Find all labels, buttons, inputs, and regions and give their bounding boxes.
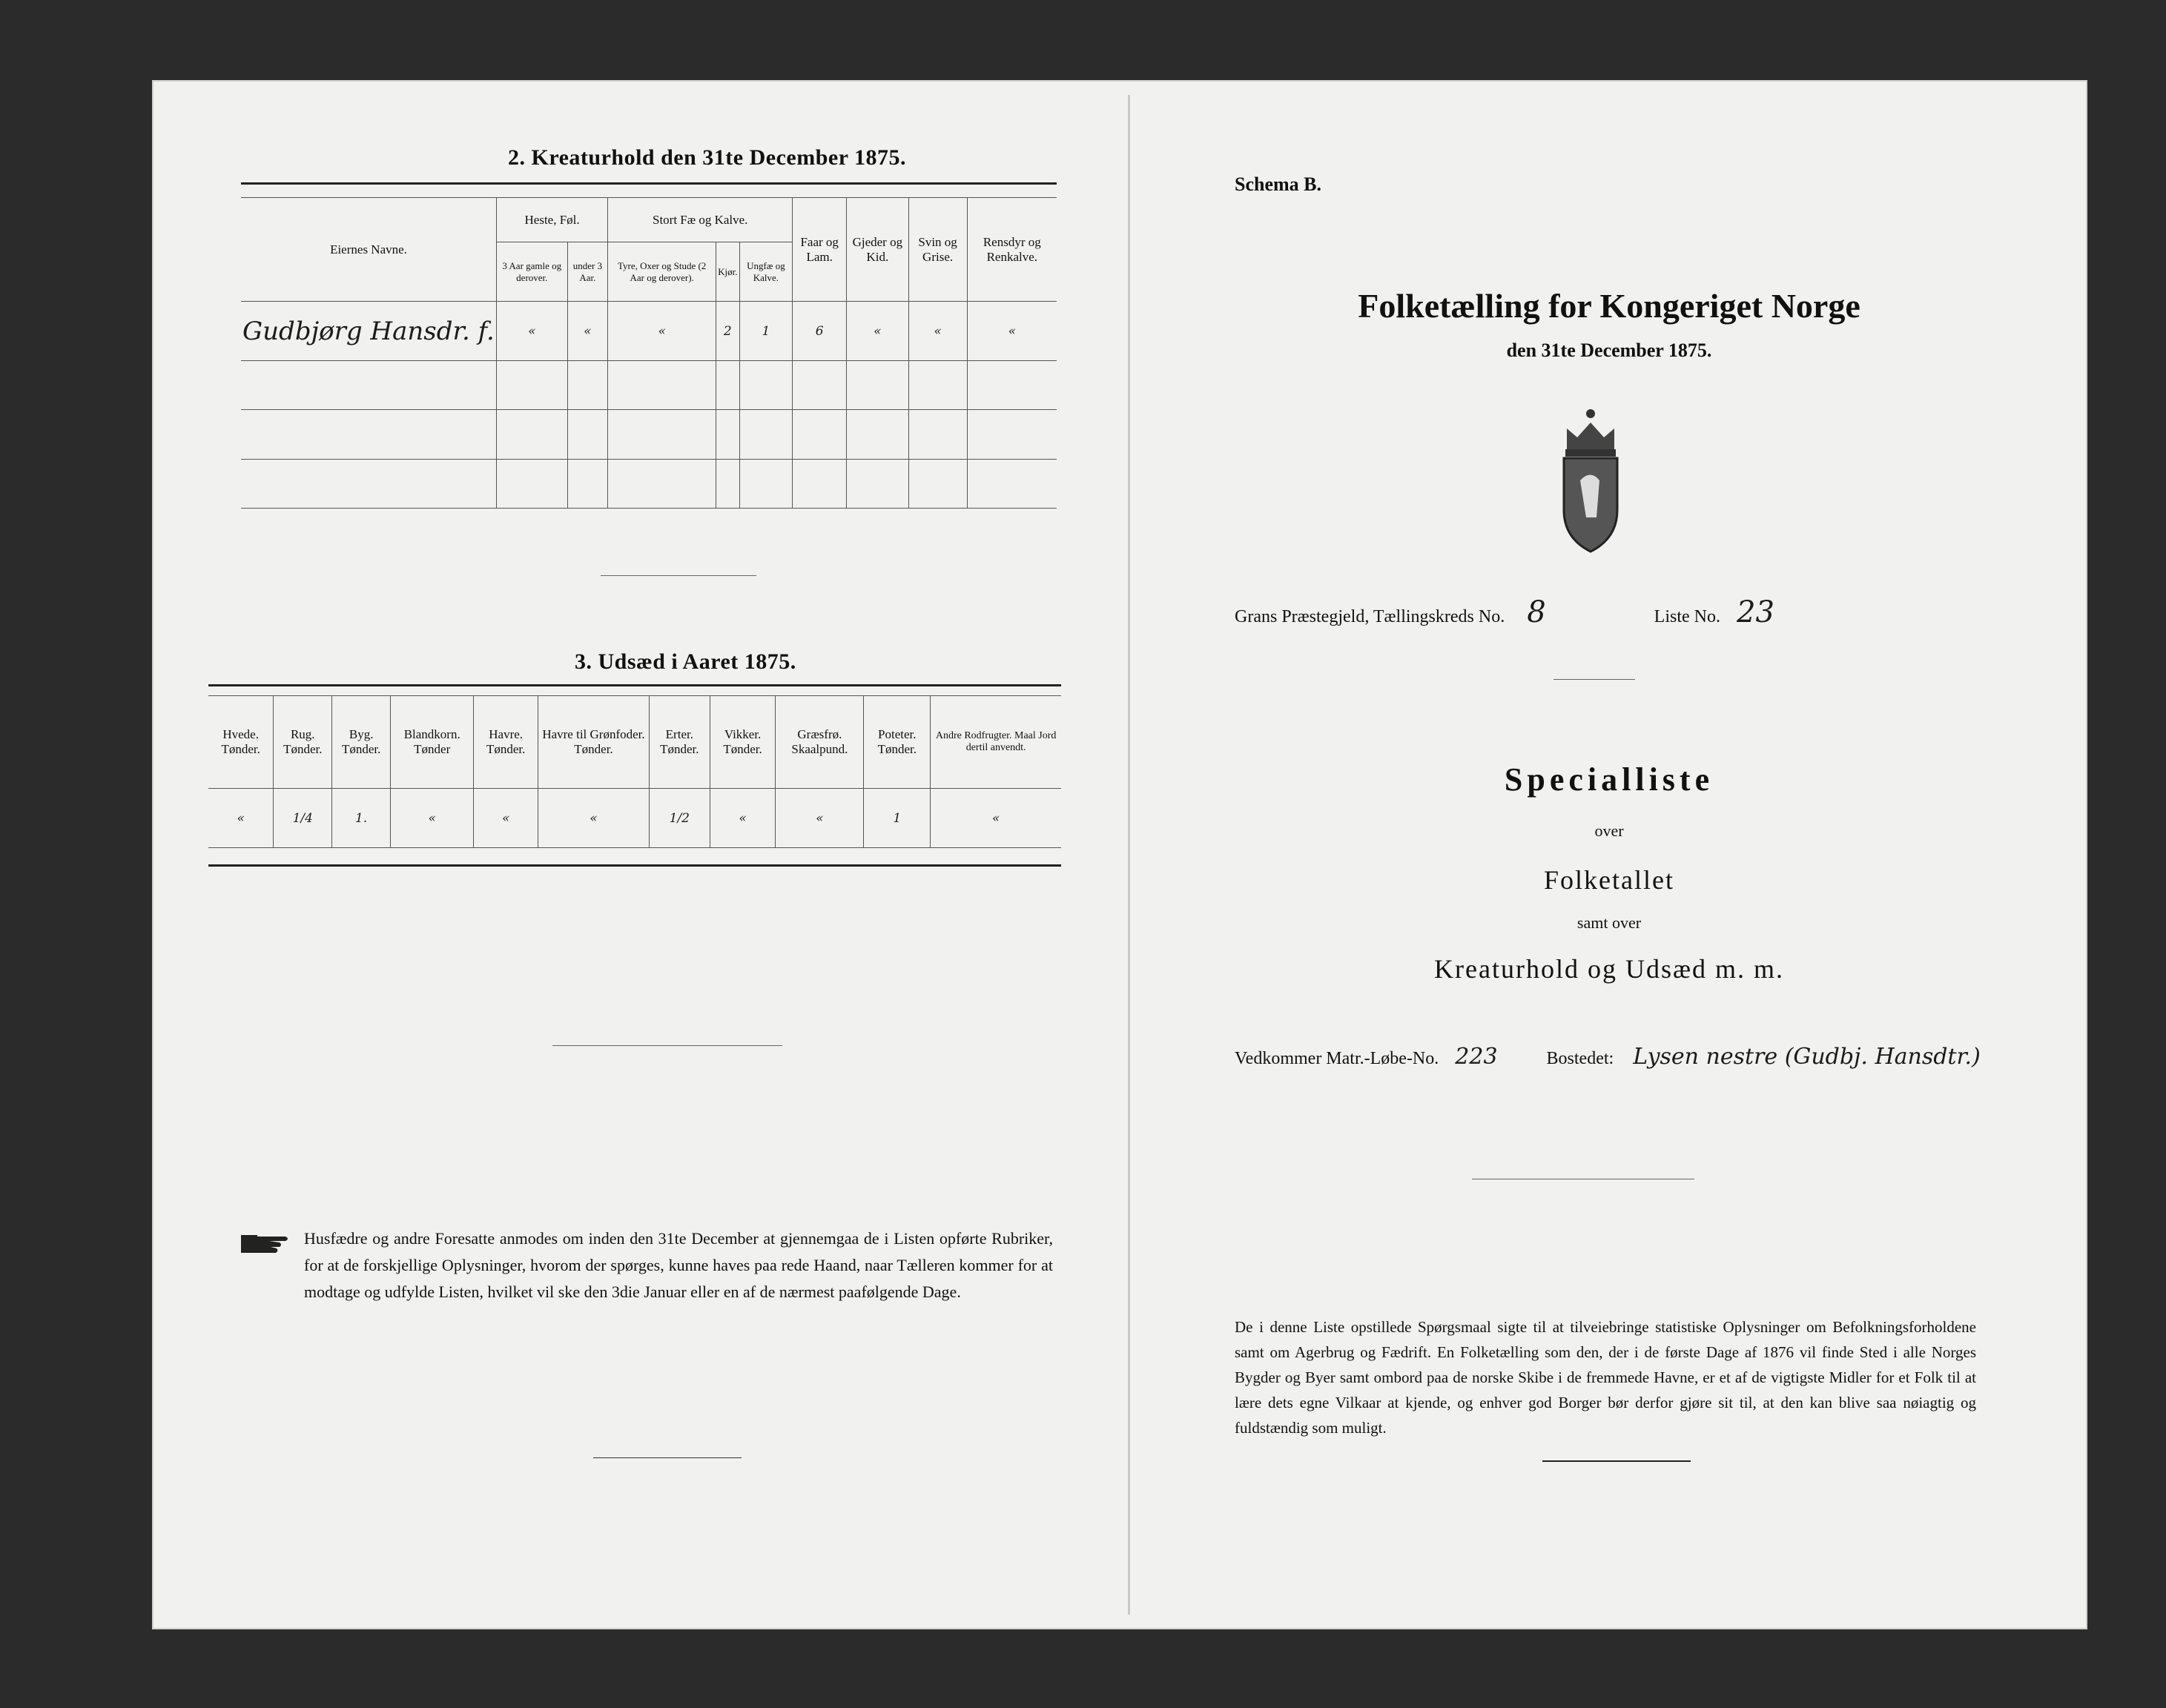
pointing-hand-icon bbox=[241, 1231, 293, 1256]
document-subtitle: den 31te December 1875. bbox=[1506, 340, 1712, 361]
divider bbox=[601, 575, 756, 576]
col-graesfro: Græsfrø. Skaalpund. bbox=[776, 696, 864, 789]
samt-over-text: samt over bbox=[1576, 913, 1642, 932]
liste-label: Liste No. bbox=[1654, 607, 1720, 626]
kreaturhold-heading: Kreaturhold og Udsæd m. m. bbox=[1434, 954, 1784, 984]
parish-line bbox=[1235, 595, 1774, 629]
divider bbox=[593, 1457, 742, 1458]
value-cell: 1/4 bbox=[274, 789, 332, 848]
bosted-value: Lysen nestre (Gudbj. Hansdtr.) bbox=[1633, 1044, 1981, 1070]
over-text: over bbox=[1594, 821, 1624, 840]
col-erter: Erter. Tønder. bbox=[650, 696, 710, 789]
col-kjor: Kjør. bbox=[716, 242, 739, 302]
table-bottom-rule bbox=[208, 864, 1061, 867]
value-cell: « bbox=[931, 789, 1061, 848]
group-stort-fae: Stort Fæ og Kalve. bbox=[608, 198, 793, 242]
value-cell: « bbox=[391, 789, 474, 848]
value-cell: « bbox=[967, 302, 1057, 361]
matr-line bbox=[1235, 1044, 1981, 1070]
value-cell: 1. bbox=[332, 789, 391, 848]
value-cell: « bbox=[710, 789, 776, 848]
value-cell: « bbox=[908, 302, 967, 361]
divider bbox=[1553, 679, 1635, 680]
value-cell: 1/2 bbox=[650, 789, 710, 848]
liste-number: 23 bbox=[1737, 595, 1774, 629]
group-heste: Heste, Føl. bbox=[497, 198, 608, 242]
value-cell: 6 bbox=[793, 302, 847, 361]
col-heste-3aar: 3 Aar gamle og derover. bbox=[497, 242, 568, 302]
value-cell: « bbox=[608, 302, 716, 361]
col-gronfoder: Havre til Grønfoder. Tønder. bbox=[538, 696, 649, 789]
col-faar: Faar og Lam. bbox=[793, 198, 847, 302]
col-rodfrugter: Andre Rodfrugter. Maal Jord dertil anvendt. bbox=[931, 696, 1061, 789]
udsaed-title: 3. Udsæd i Aaret 1875. bbox=[575, 649, 796, 674]
owner-header: Eiernes Navne. bbox=[241, 198, 497, 302]
value-cell: « bbox=[538, 789, 649, 848]
value-cell: 1 bbox=[739, 302, 793, 361]
kreaturhold-table bbox=[241, 197, 1057, 509]
parish-label: Grans Præstegjeld, Tællingskreds No. bbox=[1235, 607, 1505, 626]
folketallet-heading: Folketallet bbox=[1544, 865, 1674, 895]
col-gjeder: Gjeder og Kid. bbox=[847, 198, 908, 302]
divider bbox=[552, 1045, 782, 1046]
col-tyre: Tyre, Oxer og Stude (2 Aar og derover). bbox=[608, 242, 716, 302]
bosted-label: Bostedet: bbox=[1546, 1049, 1614, 1068]
col-heste-under: under 3 Aar. bbox=[567, 242, 608, 302]
specialliste-heading: Specialliste bbox=[1504, 761, 1714, 798]
census-document bbox=[152, 80, 2087, 1629]
value-cell: 1 bbox=[864, 789, 931, 848]
col-rug: Rug. Tønder. bbox=[274, 696, 332, 789]
footer-text: De i denne Liste opstillede Spørgsmaal sigte til at tilveiebringe statistiske Oplysninger om Befolkningsforholdene samt om Agerbrug og Fædrift. En Folketælling som den, der i de første Dage af 1876 vil finde Sted i alle Norges Bygder og Byer samt ombord paa de norske Skibe i de fremmede Havne, er et af de vigtigste Midler for et Folk til at lære dets egne Vilkaar at kjende, og enhver god Borger bør derfor gjøre sit til, at den kan blive saa nøiagtig og fuldstændig som muligt. bbox=[1235, 1318, 1976, 1437]
document-title: Folketælling for Kongeriget Norge bbox=[1358, 287, 1860, 325]
kreaturhold-title: 2. Kreaturhold den 31te December 1875. bbox=[508, 145, 906, 170]
value-cell: « bbox=[776, 789, 864, 848]
value-cell: « bbox=[497, 302, 568, 361]
col-poteter: Poteter. Tønder. bbox=[864, 696, 931, 789]
left-page bbox=[152, 80, 1131, 1629]
matr-label: Vedkommer Matr.-Løbe-No. bbox=[1235, 1049, 1439, 1068]
matr-number: 223 bbox=[1455, 1044, 1498, 1070]
coat-of-arms-icon bbox=[1553, 406, 1628, 555]
value-cell: « bbox=[208, 789, 274, 848]
right-page bbox=[1131, 80, 2087, 1629]
col-vikker: Vikker. Tønder. bbox=[710, 696, 776, 789]
owner-name: Gudbjørg Hansdr. f. bbox=[241, 302, 497, 361]
kreds-number: 8 bbox=[1527, 595, 1546, 629]
divider bbox=[1542, 1460, 1691, 1462]
col-hvede: Hvede. Tønder. bbox=[208, 696, 274, 789]
col-blandkorn: Blandkorn. Tønder bbox=[391, 696, 474, 789]
value-cell: 2 bbox=[716, 302, 739, 361]
col-rensdyr: Rensdyr og Renkalve. bbox=[967, 198, 1057, 302]
table-top-rule bbox=[241, 182, 1057, 185]
notice-text: Husfædre og andre Foresatte anmodes om inden den 31te December at gjennemgaa de i Listen opførte Rubriker, for at de forskjellige Oplysninger, hvorom der spørges, kunne haves paa rede Haand, naar Tælleren kommer for at modtage og udfylde Listen, hvilket vil ske den 3die Januar eller en af de nærmest paafølgende Dage. bbox=[304, 1229, 1053, 1301]
col-byg: Byg. Tønder. bbox=[332, 696, 391, 789]
schema-label: Schema B. bbox=[1235, 173, 1321, 195]
col-havre: Havre. Tønder. bbox=[474, 696, 538, 789]
col-ungfae: Ungfæ og Kalve. bbox=[739, 242, 793, 302]
value-cell: « bbox=[567, 302, 608, 361]
value-cell: « bbox=[847, 302, 908, 361]
udsaed-table bbox=[208, 695, 1061, 848]
table-top-rule bbox=[208, 684, 1061, 686]
col-svin: Svin og Grise. bbox=[908, 198, 967, 302]
value-cell: « bbox=[474, 789, 538, 848]
